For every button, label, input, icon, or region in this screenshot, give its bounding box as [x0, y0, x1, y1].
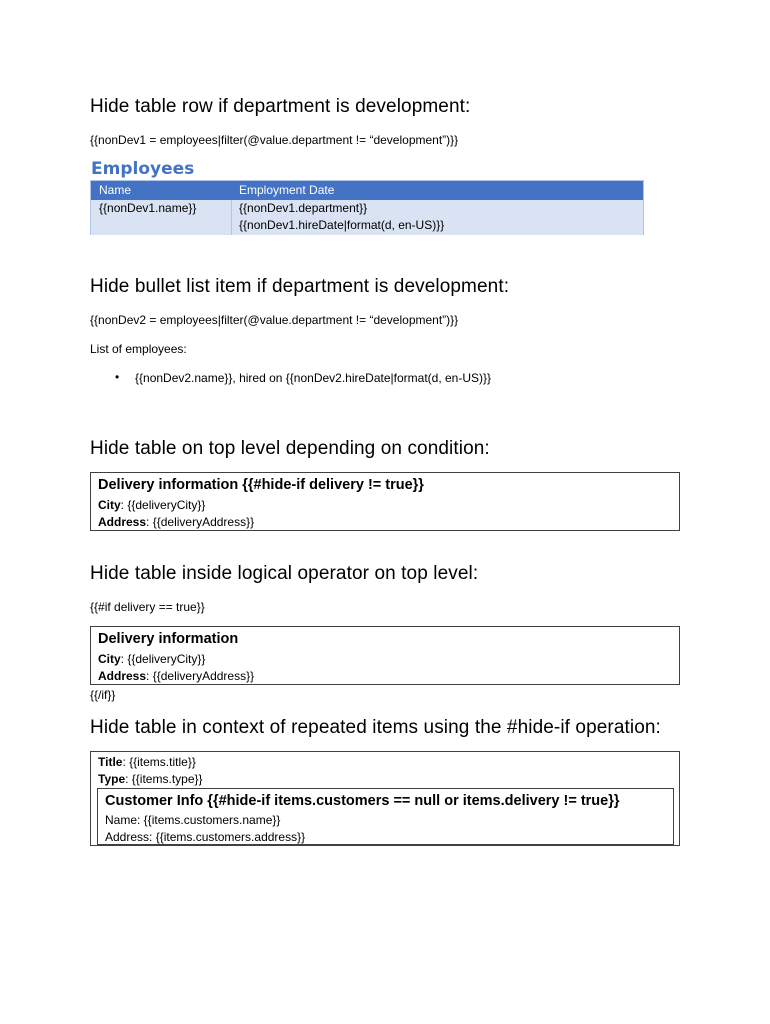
list-label: List of employees: [90, 342, 187, 356]
customer-name: Name: {{items.customers.name}} [105, 813, 281, 827]
address-label: Address [98, 669, 147, 683]
delivery-info-title: Delivery information {{#hide-if delivery != true}} [98, 477, 424, 493]
city-value: : {{deliveryCity}} [120, 498, 206, 512]
address-row [98, 669, 254, 683]
address-row [98, 515, 254, 529]
column-divider [231, 200, 232, 235]
title-row [98, 755, 196, 769]
type-value: : {{items.type}} [125, 772, 203, 786]
address-value: : {{deliveryAddress}} [146, 515, 255, 529]
delivery-info-title: Delivery information [98, 631, 239, 647]
city-label: City [98, 652, 121, 666]
employees-table-row [91, 200, 643, 235]
section3-heading: Hide table on top level depending on condition: [90, 438, 490, 459]
city-value: : {{deliveryCity}} [120, 652, 206, 666]
customer-info-table [97, 788, 674, 845]
section1-code: {{nonDev1 = employees|filter(@value.department != “development”)}} [90, 133, 459, 147]
city-row [98, 498, 205, 512]
city-row [98, 652, 205, 666]
type-row [98, 772, 203, 786]
if-close-tag: {{/if}} [90, 688, 116, 702]
section4-heading: Hide table inside logical operator on top level: [90, 563, 479, 584]
address-label: Address [98, 515, 147, 529]
employees-table-title: Employees [91, 159, 195, 179]
section2-code: {{nonDev2 = employees|filter(@value.department != “development”)}} [90, 313, 459, 327]
employees-table-header [91, 181, 643, 200]
cell-department: {{nonDev1.department}} [239, 201, 368, 215]
cell-name: {{nonDev1.name}} [99, 201, 197, 215]
city-label: City [98, 498, 121, 512]
items-table [90, 751, 680, 846]
bullet-icon: • [115, 370, 120, 384]
customer-info-title: Customer Info {{#hide-if items.customers == null or items.delivery != true}} [105, 793, 620, 809]
section5-heading: Hide table in context of repeated items using the #hide-if operation: [90, 717, 661, 738]
title-value: : {{items.title}} [122, 755, 196, 769]
column-header-employment-date: Employment Date [239, 183, 335, 197]
customer-address: Address: {{items.customers.address}} [105, 830, 306, 844]
column-header-name: Name [99, 183, 132, 197]
employees-table [90, 180, 644, 235]
section1-heading: Hide table row if department is development: [90, 96, 471, 117]
list-item: {{nonDev2.name}}, hired on {{nonDev2.hireDate|format(d, en-US)}} [135, 371, 492, 385]
cell-hire-date: {{nonDev1.hireDate|format(d, en-US)}} [239, 218, 445, 232]
if-open-tag: {{#if delivery == true}} [90, 600, 205, 614]
address-value: : {{deliveryAddress}} [146, 669, 255, 683]
delivery-info-table [90, 472, 680, 531]
section2-heading: Hide bullet list item if department is development: [90, 276, 510, 297]
delivery-info-table-conditional [90, 626, 680, 685]
title-label: Title [98, 755, 123, 769]
type-label: Type [98, 772, 126, 786]
